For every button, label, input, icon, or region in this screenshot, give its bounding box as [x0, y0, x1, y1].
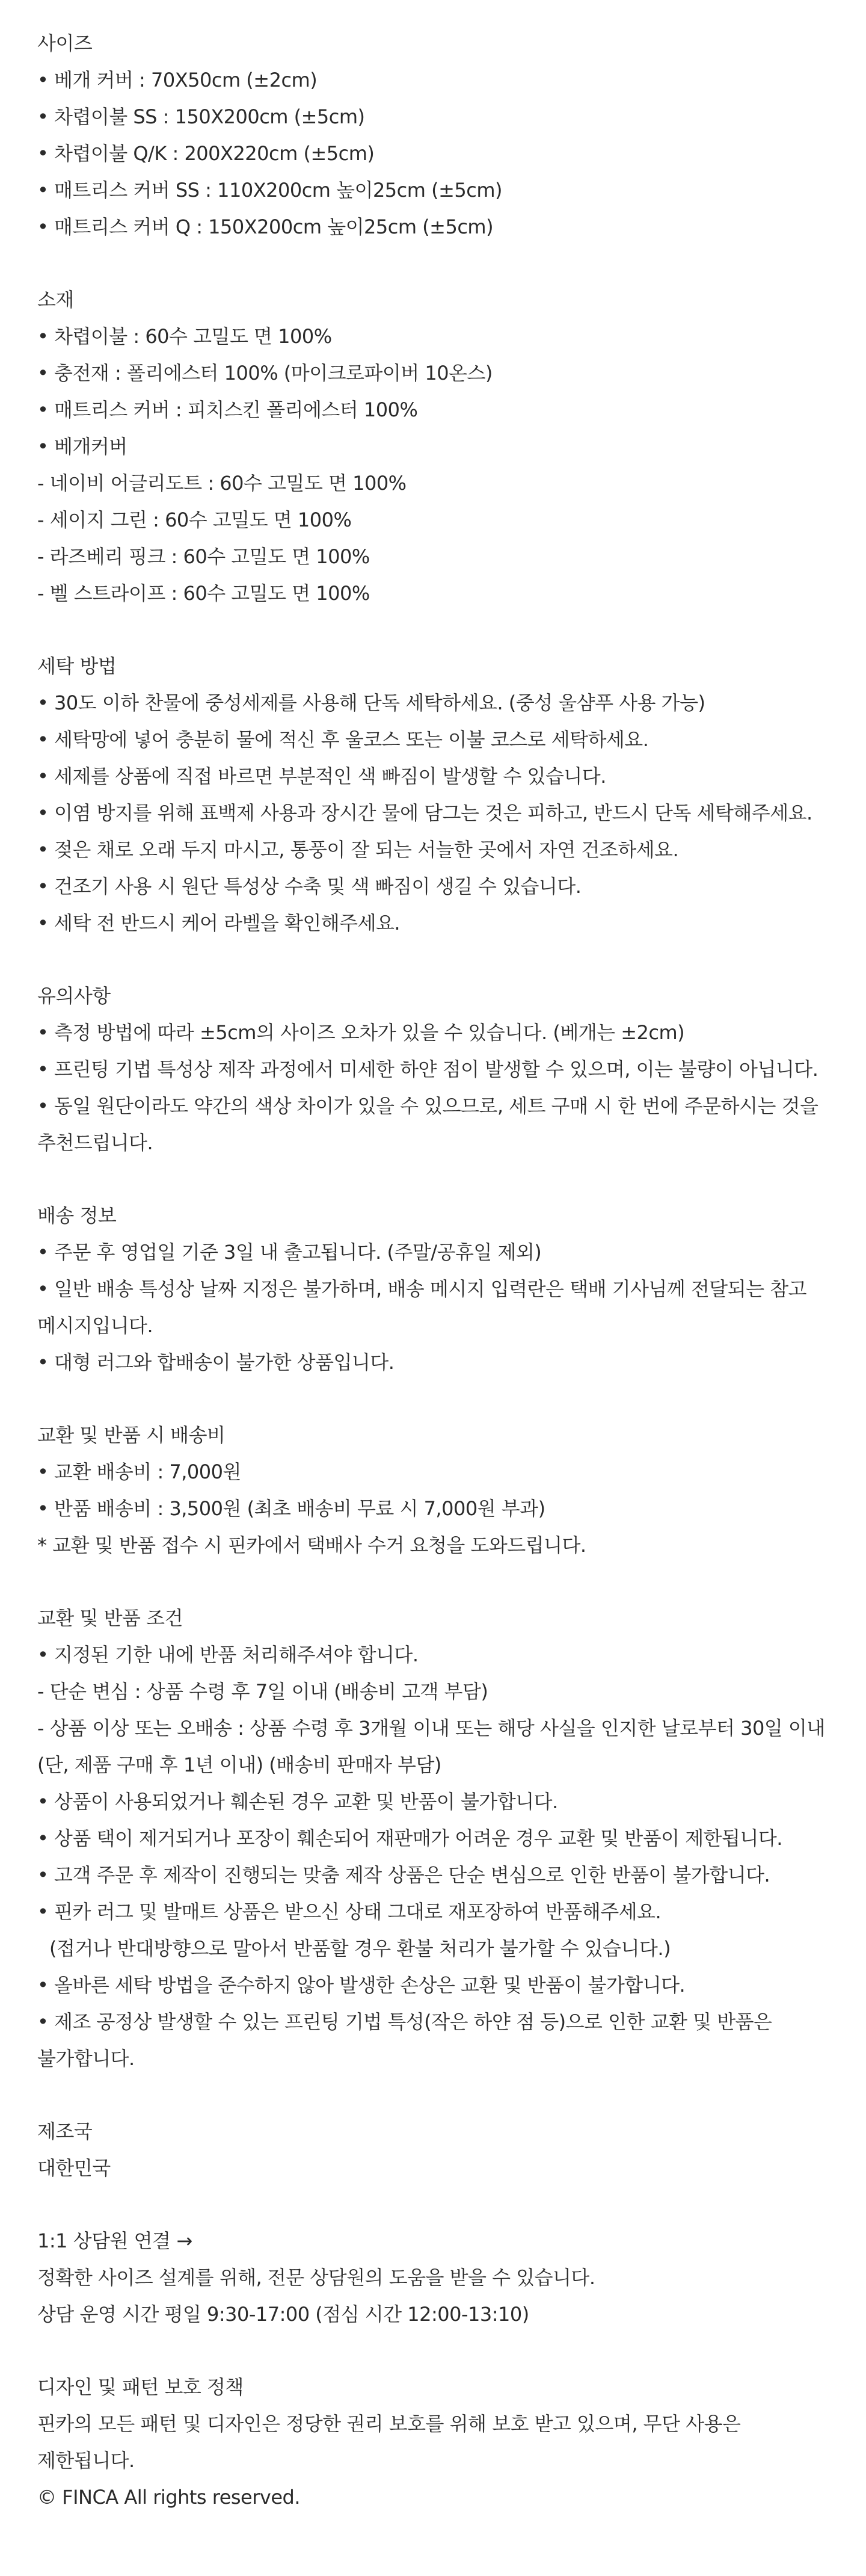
material-section	[37, 282, 829, 612]
caution-line: • 프린팅 기법 특성상 제작 과정에서 미세한 하얀 점이 발생할 수 있으며, 이는 불량이 아닙니다.	[37, 1058, 818, 1081]
washing-heading: 세탁 방법	[37, 655, 117, 678]
material-line: - 벨 스트라이프 : 60수 고밀도 면 100%	[37, 582, 370, 605]
return-conditions-line: - 단순 변심 : 상품 수령 후 7일 이내 (배송비 고객 부담)	[37, 1680, 488, 1703]
shipping-line: • 주문 후 영업일 기준 3일 내 출고됩니다. (주말/공휴일 제외)	[37, 1241, 542, 1264]
return-fee-line: * 교환 및 반품 접수 시 핀카에서 택배사 수거 요청을 도와드립니다.	[37, 1534, 586, 1557]
return-fee-line: • 반품 배송비 : 3,500원 (최초 배송비 무료 시 7,000원 부과)	[37, 1497, 545, 1520]
washing-line: • 세제를 상품에 직접 바르면 부분적인 색 빠짐이 발생할 수 있습니다.	[37, 765, 606, 788]
return-fee-heading: 교환 및 반품 시 배송비	[37, 1424, 226, 1447]
consult-line: 정확한 사이즈 설계를 위해, 전문 상담원의 도움을 받을 수 있습니다.	[37, 2266, 595, 2289]
design-line: 핀카의 모든 패턴 및 디자인은 정당한 권리 보호를 위해 보호 받고 있으며, 무단 사용은 제한됩니다.	[37, 2412, 741, 2472]
consult-section	[37, 2223, 829, 2333]
size-section	[37, 25, 829, 246]
return-conditions-line: • 핀카 러그 및 발매트 상품은 받으신 상태 그대로 재포장하여 반품해주세요.	[37, 1900, 662, 1923]
size-line: • 차렵이불 SS : 150X200cm (±5cm)	[37, 105, 365, 128]
washing-section	[37, 648, 829, 942]
return-conditions-line: • 지정된 기한 내에 반품 처리해주셔야 합니다.	[37, 1643, 419, 1666]
return-fee-line: • 교환 배송비 : 7,000원	[37, 1460, 241, 1483]
material-heading: 소재	[37, 288, 74, 311]
consult-link[interactable]	[37, 2223, 192, 2259]
caution-line: • 측정 방법에 따라 ±5cm의 사이즈 오차가 있을 수 있습니다. (베개는 ±2cm)	[37, 1021, 685, 1044]
shipping-heading: 배송 정보	[37, 1204, 117, 1227]
material-line: - 네이비 어글리도트 : 60수 고밀도 면 100%	[37, 472, 407, 495]
washing-line: • 이염 방지를 위해 표백제 사용과 장시간 물에 담그는 것은 피하고, 반드시 단독 세탁해주세요.	[37, 802, 812, 824]
return-conditions-line: • 제조 공정상 발생할 수 있는 프린팅 기법 특성(작은 하얀 점 등)으로 인한 교환 및 반품은 불가합니다.	[37, 2010, 772, 2070]
consult-link-label: 1:1 상담원 연결	[37, 2229, 171, 2252]
design-section	[37, 2369, 829, 2516]
size-line: • 매트리스 커버 Q : 150X200cm 높이25cm (±5cm)	[37, 215, 494, 238]
design-heading: 디자인 및 패턴 보호 정책	[37, 2376, 244, 2398]
material-line: • 충전재 : 폴리에스터 100% (마이크로파이버 10온스)	[37, 362, 493, 385]
consult-line: 상담 운영 시간 평일 9:30-17:00 (점심 시간 12:00-13:10)	[37, 2303, 529, 2326]
size-heading: 사이즈	[37, 32, 93, 55]
return-conditions-heading: 교환 및 반품 조건	[37, 1607, 183, 1629]
copyright: © FINCA All rights reserved.	[37, 2486, 300, 2509]
caution-section	[37, 978, 829, 1161]
return-conditions-line: - 상품 이상 또는 오배송 : 상품 수령 후 3개월 이내 또는 해당 사실을 인지한 날로부터 30일 이내 (단, 제품 구매 후 1년 이내) (배송비 판매자 부담)	[37, 1717, 825, 1776]
material-line: - 라즈베리 핑크 : 60수 고밀도 면 100%	[37, 545, 370, 568]
washing-line: • 세탁망에 넣어 충분히 물에 적신 후 울코스 또는 이불 코스로 세탁하세요.	[37, 728, 649, 751]
caution-line: • 동일 원단이라도 약간의 색상 차이가 있을 수 있으므로, 세트 구매 시 한 번에 주문하시는 것을 추천드립니다.	[37, 1095, 818, 1154]
size-line: • 차렵이불 Q/K : 200X220cm (±5cm)	[37, 142, 375, 165]
return-conditions-line: • 고객 주문 후 제작이 진행되는 맞춤 제작 상품은 단순 변심으로 인한 반품이 불가합니다.	[37, 1864, 770, 1886]
washing-line: • 건조기 사용 시 원단 특성상 수축 및 색 빠짐이 생길 수 있습니다.	[37, 875, 582, 898]
return-conditions-line: (접거나 반대방향으로 말아서 반품할 경우 환불 처리가 불가할 수 있습니다.)	[49, 1937, 671, 1960]
origin-section	[37, 2113, 829, 2187]
size-line: • 베개 커버 : 70X50cm (±2cm)	[37, 69, 318, 91]
material-line: • 차렵이불 : 60수 고밀도 면 100%	[37, 325, 332, 348]
material-line: • 베개커버	[37, 435, 127, 458]
shipping-line: • 일반 배송 특성상 날짜 지정은 불가하며, 배송 메시지 입력란은 택배 기사님께 전달되는 참고 메시지입니다.	[37, 1277, 807, 1337]
size-line: • 매트리스 커버 SS : 110X200cm 높이25cm (±5cm)	[37, 179, 503, 202]
washing-line: • 젖은 채로 오래 두지 마시고, 통풍이 잘 되는 서늘한 곳에서 자연 건조하세요.	[37, 838, 679, 861]
return-fee-section	[37, 1417, 829, 1564]
washing-line: • 30도 이하 찬물에 중성세제를 사용해 단독 세탁하세요. (중성 울샴푸 사용 가능)	[37, 691, 705, 714]
return-conditions-line: • 상품 택이 제거되거나 포장이 훼손되어 재판매가 어려운 경우 교환 및 반품이 제한됩니다.	[37, 1827, 782, 1850]
washing-line: • 세탁 전 반드시 케어 라벨을 확인해주세요.	[37, 912, 401, 934]
shipping-section	[37, 1197, 829, 1381]
material-line: • 매트리스 커버 : 피치스킨 폴리에스터 100%	[37, 398, 418, 421]
origin-country: 대한민국	[37, 2157, 111, 2179]
material-line: - 세이지 그린 : 60수 고밀도 면 100%	[37, 508, 352, 531]
return-conditions-line: • 상품이 사용되었거나 훼손된 경우 교환 및 반품이 불가합니다.	[37, 1790, 558, 1813]
origin-heading: 제조국	[37, 2120, 93, 2143]
return-conditions-section	[37, 1600, 829, 2077]
caution-heading: 유의사항	[37, 984, 111, 1007]
arrow-right-icon: →	[176, 2229, 192, 2252]
shipping-line: • 대형 러그와 합배송이 불가한 상품입니다.	[37, 1351, 395, 1374]
return-conditions-line: • 올바른 세탁 방법을 준수하지 않아 발생한 손상은 교환 및 반품이 불가합니다.	[37, 1974, 686, 1997]
